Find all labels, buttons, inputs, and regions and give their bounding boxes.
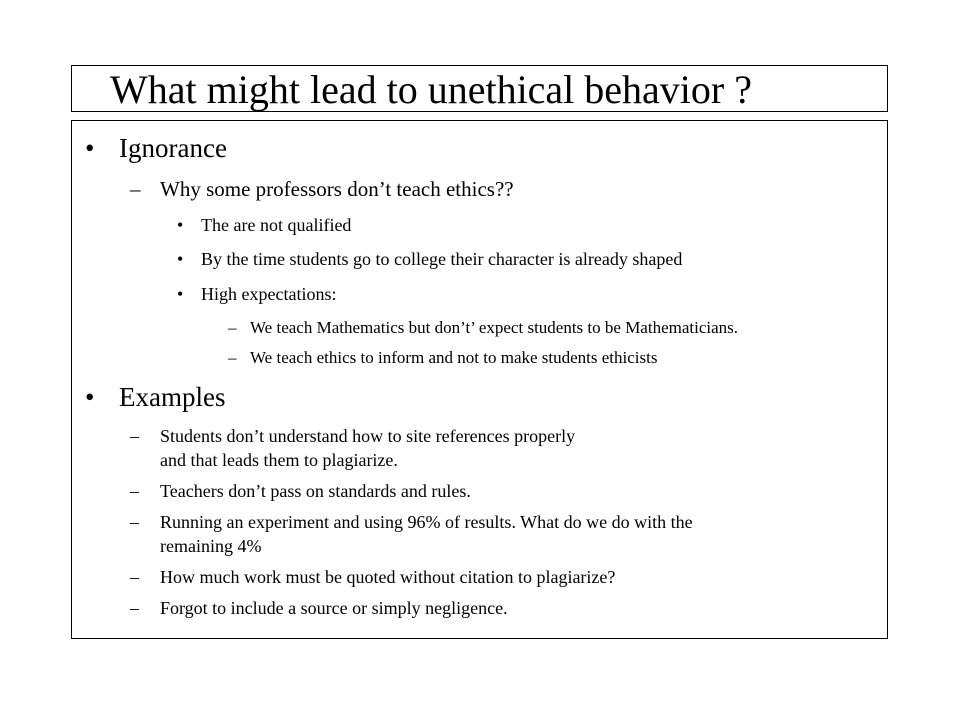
example-line: and that leads them to plagiarize. [160, 450, 398, 470]
slide-content-box [71, 120, 888, 639]
dash-marker: – [228, 318, 237, 337]
example-line: Teachers don’t pass on standards and rules. [160, 481, 471, 501]
example-line: Students don’t understand how to site references properly [160, 426, 576, 446]
dash-marker: – [130, 426, 139, 446]
sub-sub-item-text: By the time students go to college their character is already shaped [201, 249, 683, 269]
sub-sub-item-text: The are not qualified [201, 215, 352, 235]
section-heading: Examples [119, 382, 226, 412]
sub-sub-item-text: High expectations: [201, 284, 337, 304]
example-line: Running an experiment and using 96% of results. What do we do with the [160, 512, 693, 532]
bullet-marker: • [85, 382, 95, 412]
sub-item-text: Why some professors don’t teach ethics?? [160, 177, 514, 201]
slide-title: What might lead to unethical behavior ? [110, 67, 752, 112]
bullet-marker: • [85, 133, 95, 163]
bullet-marker: • [177, 284, 184, 304]
example-line: remaining 4% [160, 536, 262, 556]
level4-item-text: We teach Mathematics but don’t’ expect students to be Mathematicians. [250, 318, 739, 337]
example-line: How much work must be quoted without citation to plagiarize? [160, 567, 616, 587]
example-line: Forgot to include a source or simply negligence. [160, 598, 508, 618]
dash-marker: – [130, 567, 139, 587]
bullet-marker: • [177, 215, 184, 235]
section-heading: Ignorance [119, 133, 227, 163]
bullet-marker: • [177, 249, 184, 269]
dash-marker: – [130, 481, 139, 501]
dash-marker: – [228, 348, 237, 367]
level4-item-text: We teach ethics to inform and not to make students ethicists [250, 348, 658, 367]
dash-marker: – [130, 512, 139, 532]
dash-marker: – [130, 177, 141, 201]
dash-marker: – [130, 598, 139, 618]
slide-title-box [71, 65, 888, 112]
